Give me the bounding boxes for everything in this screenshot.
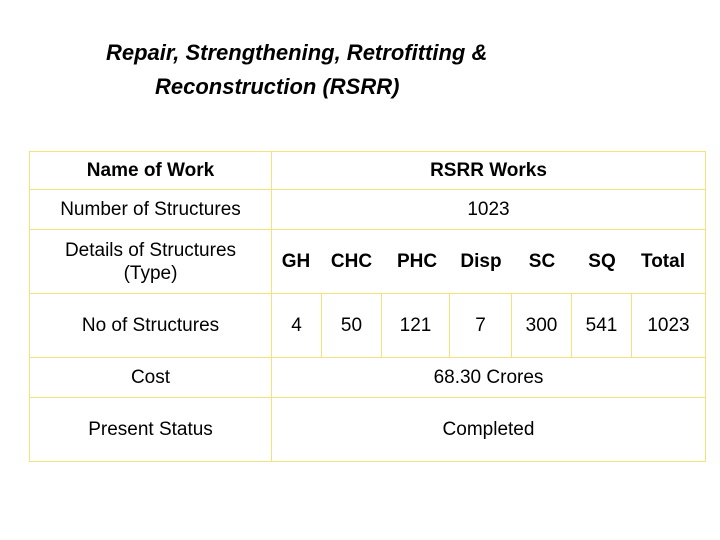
number-of-structures-label: Number of Structures — [60, 199, 241, 220]
cost-label: Cost — [130, 367, 171, 388]
present-status-value: Completed — [442, 419, 535, 440]
no-of-structures-label: No of Structures — [81, 315, 220, 336]
count-chc: 50 — [340, 315, 363, 336]
name-of-work-value: RSRR Works — [430, 160, 547, 181]
present-status-label: Present Status — [88, 419, 213, 440]
details-label-line-2: (Type) — [123, 262, 178, 284]
table-border-bottom — [29, 461, 706, 462]
table-border-right — [705, 151, 706, 462]
type-total: Total — [641, 251, 685, 272]
name-of-work-label: Name of Work — [86, 160, 215, 181]
type-sc: SC — [528, 251, 556, 272]
type-chc: CHC — [330, 251, 373, 272]
count-sq: 541 — [585, 315, 618, 336]
slide-title-line-2: Reconstruction (RSRR) — [155, 74, 400, 99]
count-disp: 7 — [475, 315, 486, 336]
type-disp: Disp — [460, 251, 502, 272]
count-total: 1023 — [647, 315, 690, 336]
cost-value: 68.30 Crores — [433, 367, 544, 388]
count-gh: 4 — [291, 315, 302, 336]
slide-title-line-1: Repair, Strengthening, Retrofitting & — [106, 40, 488, 65]
count-phc: 121 — [399, 315, 432, 336]
type-gh: GH — [281, 251, 311, 272]
number-of-structures-value: 1023 — [467, 199, 510, 220]
type-phc: PHC — [396, 251, 438, 272]
details-of-structures-label — [30, 230, 271, 293]
details-label-line-1: Details of Structures — [64, 239, 237, 261]
type-sq: SQ — [588, 251, 616, 272]
count-sc: 300 — [525, 315, 558, 336]
